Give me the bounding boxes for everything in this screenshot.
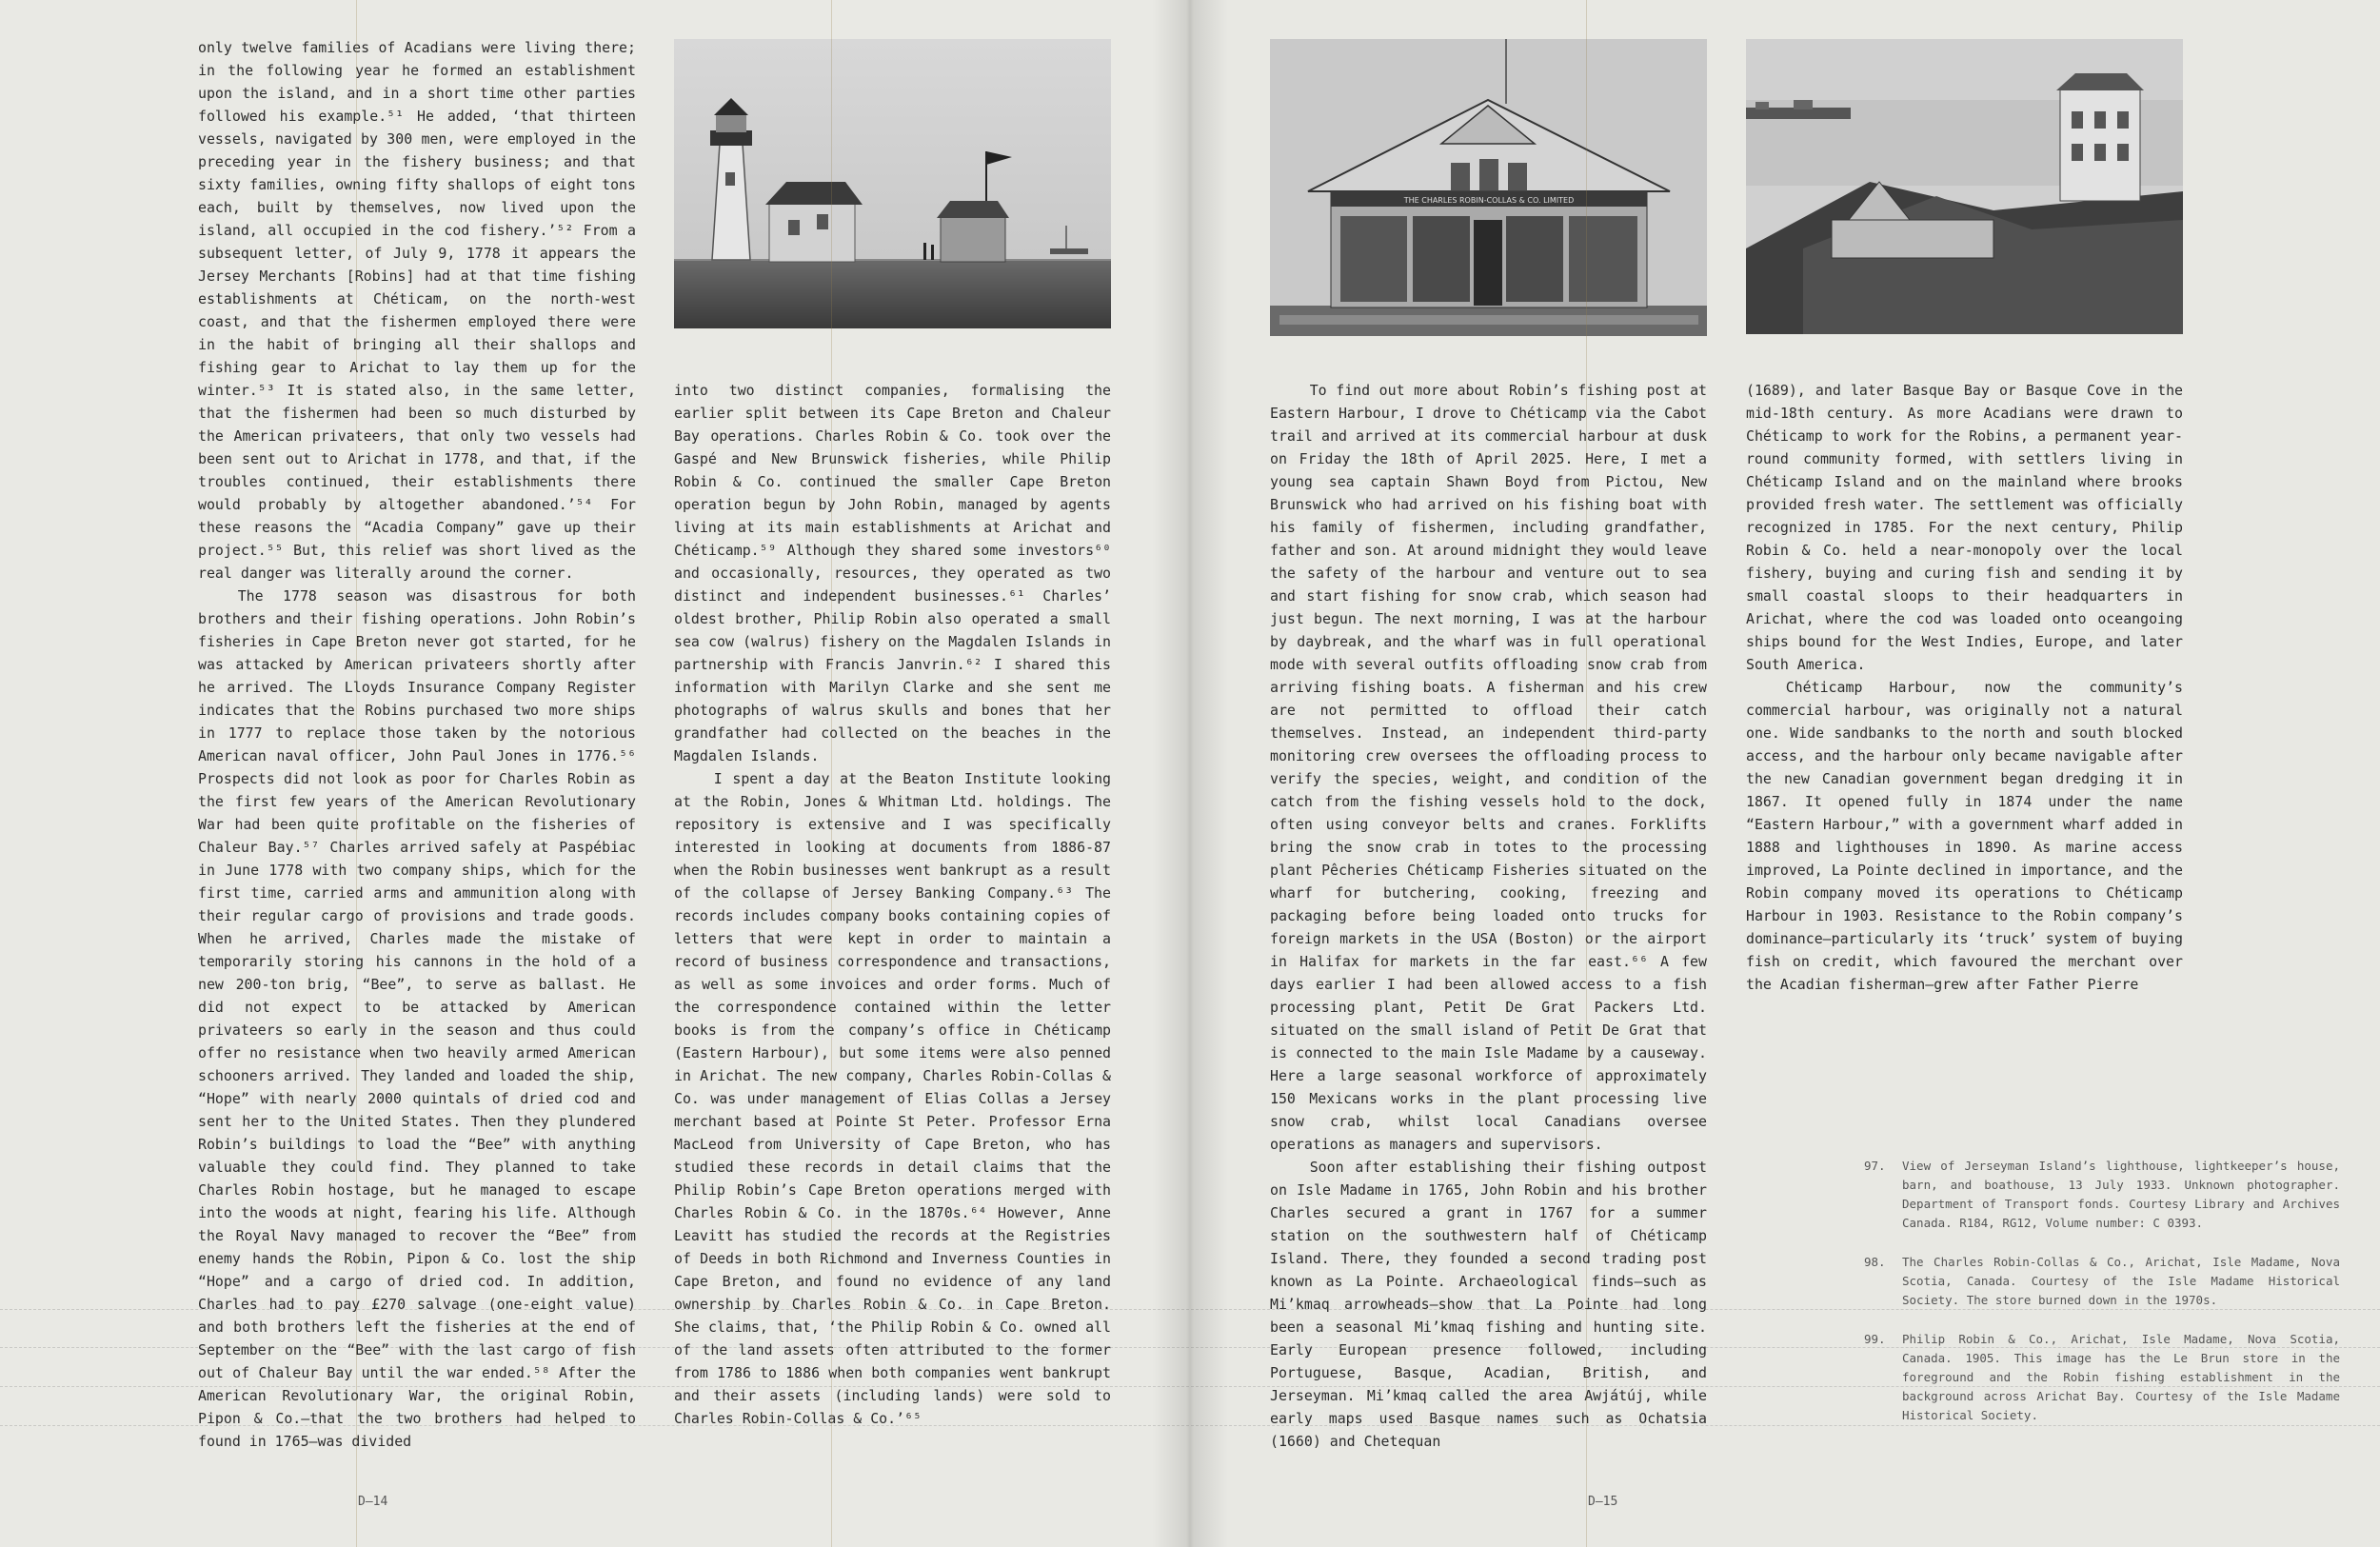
paragraph: To find out more about Robin’s fishing post at Eastern Harbour, I drove to Chéticamp via the Cabot trail and arrived at its commercial harbour at dusk on Friday the 18th of April 2025. Here, I met a young sea captain Shawn Boyd from Pictou, New Brunswick who had arrived on his fishing boat with his family of fishermen, including grandfather, father and son. At around midnight they would leave the safety of the harbour and venture out to sea and start fishing for snow crab, which season had just begun. The next morning, I was at the harbour by daybreak, and the wharf was in full operational mode with several outfits offloading snow crab from arriving fishing boats. A fisherman and his crew are not permitted to offload their catch themselves. Instead, an independent third-party monitoring crew oversees the offloading process to verify the species, weight, and condition of the catch from the fishing vessels hold to the dock, often using conveyor belts and cranes. Forklifts bring the snow crab in totes to the processing plant Pêcheries Chéticamp Fisheries situated on the wharf for butchering, cooking, freezing and packaging before being loaded onto trucks for foreign markets in the USA (Boston) or the airport in Halifax for markets in the far east.⁶⁶ A few days earlier I had been allowed access to a fish processing plant, Petit De Grat Packers Ltd. situated on the small island of Petit De Grat that is connected to the main Isle Madame by a causeway. Here a large seasonal workforce of approximately 150 Mexicans works in the plant processing live snow crab, whilst local Canadians oversee operations as managers and supervisors.: [1270, 382, 1707, 1153]
paragraph: I spent a day at the Beaton Institute looking at the Robin, Jones & Whitman Ltd. holdings. The repository is extensive and I was specifically interested in looking at documents from 1886-87 when the Robin businesses went bankrupt as a result of the collapse of Jersey Banking Company.⁶³ The records includes company books containing copies of letters that were kept in order to maintain a record of business correspondence and transactions, as well as some invoices and order forms. Much of the correspondence contained within the letter books is from the company’s office in Chéticamp (Eastern Harbour), but some items were also penned in Arichat. The new company, Charles Robin-Collas & Co. was under management of Elias Collas a Jersey merchant based at Pointe St Peter. Professor Erna MacLeod from University of Cape Breton, who has studied these records in detail claims that the Philip Robin’s Cape Breton operations merged with Charles Robin & Co. in the 1870s.⁶⁴ However, Anne Leavitt has studied the records at the Registries of Deeds in both Richmond and Inverness Counties in Cape Breton, and found no evidence of any land ownership by Charles Robin & Co. in Cape Breton. She claims, that, ‘the Philip Robin & Co. owned all of the land assets often attributed to the former from 1786 to 1886 when both companies went bankrupt and their assets (including lands) were sold to Charles Robin-Collas & Co.’⁶⁵: [674, 770, 1111, 1427]
store-sign-text: THE CHARLES ROBIN-COLLAS & CO. LIMITED: [1403, 196, 1575, 205]
left-page-column-1: [198, 36, 636, 1453]
lighthouse-photo: [674, 39, 1111, 328]
caption-number: 98.: [1864, 1255, 1886, 1269]
right-page-column-1: [1270, 379, 1707, 1453]
right-page-column-2: [1746, 379, 2183, 996]
paragraph: only twelve families of Acadians were living there; in the following year he formed an establishment upon the island, and in a short time other parties followed his example.⁵¹ He added, ‘that thirteen vessels, navigated by 300 men, were employed in the preceding year in the fishery business; and that sixty families, owning fifty shallops of eight tons each, built by themselves, now lived upon the island, all occupied in the cod fishery.’⁵² From a subsequent letter, of July 9, 1778 it appears the Jersey Merchants [Robins] had at that time fishing establishments at Chéticam, on the north-west coast, and that the fishermen employed there were in the habit of bringing all their shallops and fishing gear to Arichat to lay them up for the winter.⁵³ It is stated also, in the same letter, that the fishermen had been so much disturbed by the American privateers, that only two vessels had been sent out to Arichat in 1778, and that, if the troubles continued, their establishments there would probably by altogether abandoned.’⁵⁴ For these reasons the “Acadia Company” gave up their project.⁵⁵ But, this relief was short lived as the real danger was literally around the corner.: [198, 39, 636, 582]
book-gutter-shadow: [1152, 0, 1228, 1547]
paragraph: into two distinct companies, formalising the earlier split between its Cape Breton and Chaleur Bay operations. Charles Robin & Co. took over the Gaspé and New Brunswick fisheries, while Philip Robin & Co. continued the smaller Cape Breton operation begun by John Robin, managed by agents living at its main establishments at Arichat and Chéticamp.⁵⁹ Although they shared some investors⁶⁰ and occasionally, resources, they operated as two distinct and independent businesses.⁶¹ Charles’ oldest brother, Philip Robin also operated a small sea cow (walrus) fishery on the Magdalen Islands in partnership with Francis Janvrin.⁶² I shared this information with Marilyn Clarke and she sent me photographs of walrus skulls and bones that her grandfather had collected on the beaches in the Magdalen Islands.: [674, 382, 1111, 764]
layout-guide-line: [0, 1309, 2380, 1310]
robin-collas-store-photo: [1270, 39, 1707, 336]
caption-text: View of Jerseyman Island’s lighthouse, lightkeeper’s house, barn, and boathouse, 13 July 1933. Unknown photographer. Department of Transport fonds. Courtesy Library and Archives Canada. R184, RG12, Volume number: C 0393.: [1902, 1159, 2340, 1230]
caption-number: 99.: [1864, 1332, 1886, 1346]
layout-guide-line: [0, 1347, 2380, 1348]
caption-number: 97.: [1864, 1159, 1886, 1173]
caption-text: The Charles Robin-Collas & Co., Arichat, Isle Madame, Nova Scotia, Canada. Courtesy of the Isle Madame Historical Society. The store burned down in the 1970s.: [1902, 1255, 2340, 1307]
page-number: D–15: [1588, 1495, 1618, 1509]
layout-guide-line: [0, 1425, 2380, 1426]
layout-guide-line: [1586, 0, 1587, 1547]
caption-98: [1864, 1253, 2340, 1310]
photo-captions: [1864, 1157, 2340, 1445]
page-number: D–14: [358, 1495, 388, 1509]
caption-99: [1864, 1330, 2340, 1425]
arichat-bay-photo: [1746, 39, 2183, 334]
caption-97: [1864, 1157, 2340, 1233]
layout-guide-line: [0, 1386, 2380, 1387]
paragraph: (1689), and later Basque Bay or Basque Cove in the mid-18th century. As more Acadians were drawn to Chéticamp to work for the Robins, a permanent year-round community formed, with settlers living in Chéticamp Island and on the mainland where brooks provided fresh water. The settlement was officially recognized in 1785. For the next century, Philip Robin & Co. held a near-monopoly over the local fishery, buying and curing fish and sending it by small coastal sloops to their headquarters in Arichat, where the cod was loaded onto oceangoing ships bound for the West Indies, Europe, and later South America.: [1746, 382, 2183, 673]
layout-guide-line: [356, 0, 357, 1547]
caption-text: Philip Robin & Co., Arichat, Isle Madame, Nova Scotia, Canada. 1905. This image has the Le Brun store in the foreground and the Robin fishing establishment in the background across Arichat Bay. Courtesy of the Isle Madame Historical Society.: [1902, 1332, 2340, 1422]
paragraph: Soon after establishing their fishing outpost on Isle Madame in 1765, John Robin and his brother Charles secured a grant in 1767 for a summer station on the southwestern half of Chéticamp Island. There, they founded a second trading post known as La Pointe. Archaeological finds—such as Mi’kmaq arrowheads—show that La Pointe had long been a seasonal Mi’kmaq fishing and hunting site. Early European presence followed, including Portuguese, Basque, Acadian, British, and Jerseyman. Mi’kmaq called the area Awjátúj, while early maps used Basque names such as Ochatsia (1660) and Chetequan: [1270, 1159, 1707, 1450]
paragraph: The 1778 season was disastrous for both brothers and their fishing operations. John Robin’s fisheries in Cape Breton never got started, for he was attacked by American privateers shortly after he arrived. The Lloyds Insurance Company Register indicates that the Robins purchased two more ships in 1777 to replace those taken by the notorious American naval officer, John Paul Jones in 1776.⁵⁶ Prospects did not look as poor for Charles Robin as the first few years of the American Revolutionary War had been quite profitable on the fisheries of Chaleur Bay.⁵⁷ Charles arrived safely at Paspébiac in June 1778 with two company ships, which for the first time, carried arms and ammunition along with their regular cargo of provisions and trade goods. When he arrived, Charles made the mistake of temporarily storing his cannons in the hold of a new 200-ton brig, “Bee”, to serve as ballast. He did not expect to be attacked by American privateers so early in the season and thus could offer no resistance when two heavily armed American schooners arrived. They landed and loaded the ship, “Hope” with nearly 2000 quintals of dried cod and sent her to the United States. Then they plundered Robin’s buildings to load the “Bee” with anything valuable they could find. They planned to take Charles Robin hostage, but he managed to escape into the woods at night, fearing his life. Although the Royal Navy managed to recover the “Bee” from enemy hands the Robin, Pipon & Co. lost the ship “Hope” and a cargo of dried cod. In addition, Charles had to pay £270 salvage (one-eight value) and both brothers left the fisheries at the end of September on the “Bee” with the last cargo of fish out of Chaleur Bay until the war ended.⁵⁸ After the American Revolutionary War, the original Robin, Pipon & Co.—that the two brothers had helped to found in 1765—was divided: [198, 587, 636, 1450]
layout-guide-line: [831, 0, 832, 1547]
paragraph: Chéticamp Harbour, now the community’s commercial harbour, was originally not a natural one. Wide sandbanks to the north and south blocked access, and the harbour only became navigable after the new Canadian government began dredging it in 1867. It opened fully in 1874 under the name “Eastern Harbour,” with a government wharf added in 1888 and lighthouses in 1890. As marine access improved, La Pointe declined in importance, and the Robin company moved its operations to Chéticamp Harbour in 1903. Resistance to the Robin company’s dominance—particularly its ‘truck’ system of buying fish on credit, which favoured the merchant over the Acadian fisherman—grew after Father Pierre: [1746, 679, 2183, 993]
left-page-column-2: [674, 379, 1111, 1430]
